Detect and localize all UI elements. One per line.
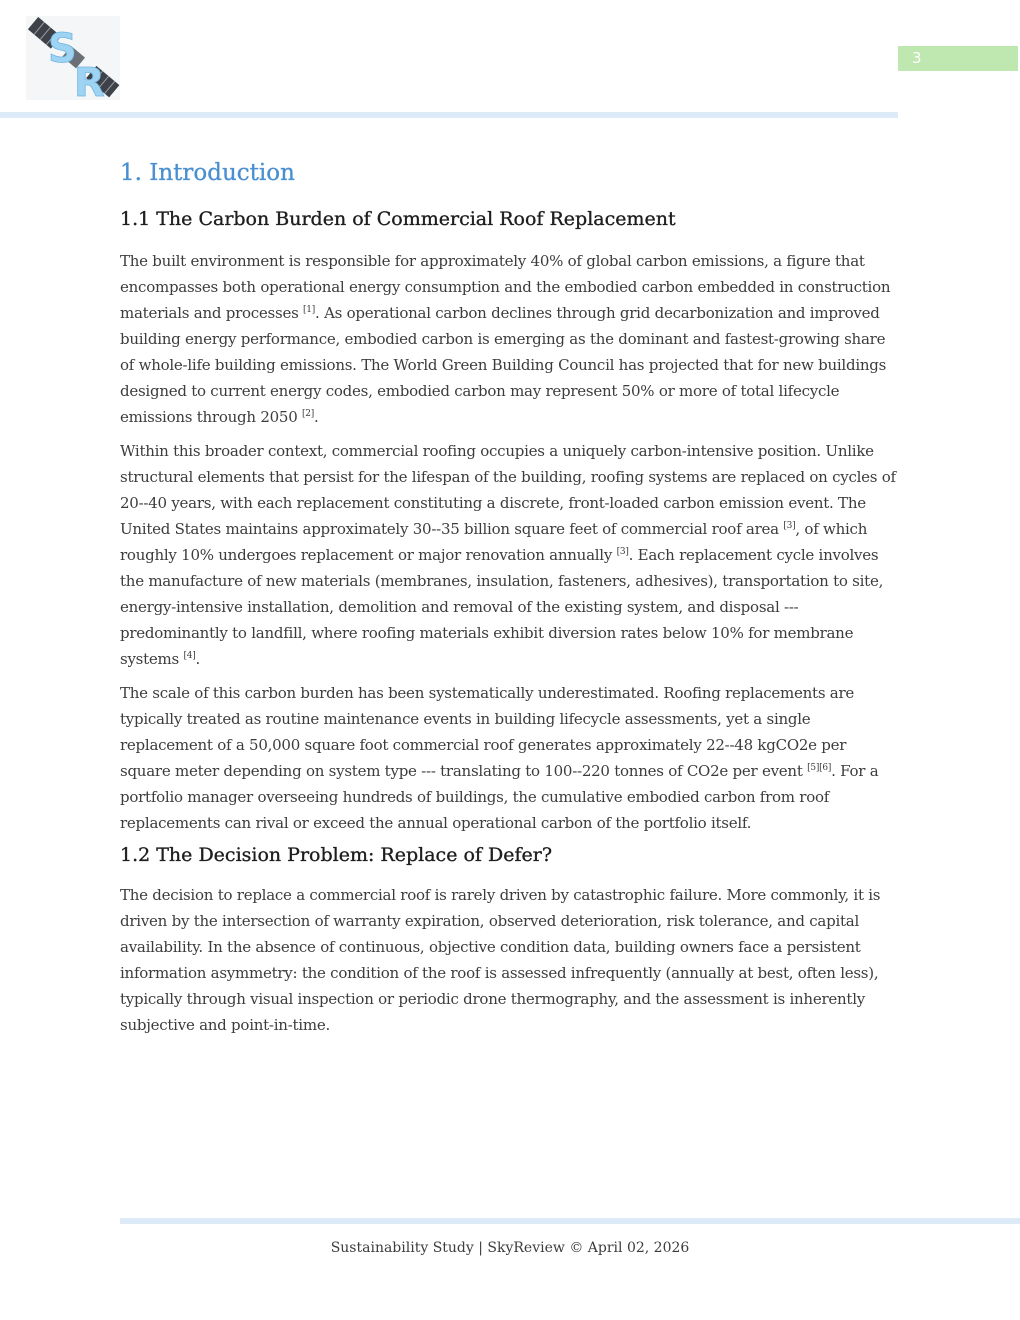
skyreview-logo (26, 16, 120, 100)
page-footer: Sustainability Study | SkyReview © April 02, 2026 (330, 1240, 690, 1256)
section-heading-1-1: 1.1 The Carbon Burden of Commercial Roof Replacement (120, 208, 676, 230)
footer-rule (120, 1218, 1020, 1224)
paragraph-1: The built environment is responsible for approximately 40% of global carbon emissions, a figure that encompasses both operational energy consumption and the embodied carbon embedded in construction materials and processes [1]. As operational carbon declines through grid decarbonization and improved building energy performance, embodied carbon is emerging as the dominant and fastest-growing share of whole-life building emissions. The World Green Building Council has projected that for new buildings designed to current energy codes, embodied carbon may represent 50% or more of total lifecycle emissions through 2050 [2]. (120, 252, 891, 426)
logo-letter-s: S (48, 26, 77, 72)
logo-letter-r: R (74, 60, 105, 100)
citation-ref[interactable]: [2] (302, 409, 315, 419)
section-heading-1-2: 1.2 The Decision Problem: Replace of Defer? (120, 844, 553, 866)
paragraph-3: The scale of this carbon burden has been systematically underestimated. Roofing replacements are typically treated as routine maintenance events in building lifecycle assessments, yet a single replacement of a 50,000 square foot commercial roof generates approximately 22--48 kgCO2e per square meter depending on system type --- translating to 100--220 tonnes of CO2e per event [5][6]. For a portfolio manager overseeing hundreds of buildings, the cumulative embodied carbon from roof replacements can rival or exceed the annual operational carbon of the portfolio itself. (120, 684, 879, 832)
page-content (120, 160, 900, 1046)
citation-ref[interactable]: [5][6] (807, 763, 832, 773)
citation-ref[interactable]: [4] (183, 651, 196, 661)
paragraph-4: The decision to replace a commercial roof is rarely driven by catastrophic failure. More commonly, it is driven by the intersection of warranty expiration, observed deterioration, risk tolerance, and capital availability. In the absence of continuous, objective condition data, building owners face a persistent information asymmetry: the condition of the roof is assessed infrequently (annually at best, often less), typically through visual inspection or periodic drone thermography, and the assessment is inherently subjective and point-in-time. (120, 886, 881, 1034)
paragraph-2: Within this broader context, commercial roofing occupies a uniquely carbon-intensive position. Unlike structural elements that persist for the lifespan of the building, roofing systems are replaced on cycles of 20--40 years, with each replacement constituting a discrete, front-loaded carbon emission event. The United States maintains approximately 30--35 billion square feet of commercial roof area [3], of which roughly 10% undergoes replacement or major renovation annually [3]. Each replacement cycle involves the manufacture of new materials (membranes, insulation, fasteners, adhesives), transportation to site, energy-intensive installation, demolition and removal of the existing system, and disposal --- predominantly to landfill, where roofing materials exhibit diversion rates below 10% for membrane systems [4]. (120, 442, 896, 668)
citation-ref[interactable]: [1] (303, 305, 316, 315)
page-number: 3 (898, 46, 1018, 71)
header-rule (0, 112, 898, 118)
chapter-heading: 1. Introduction (120, 160, 295, 186)
citation-ref[interactable]: [3] (783, 521, 796, 531)
citation-ref[interactable]: [3] (616, 547, 629, 557)
